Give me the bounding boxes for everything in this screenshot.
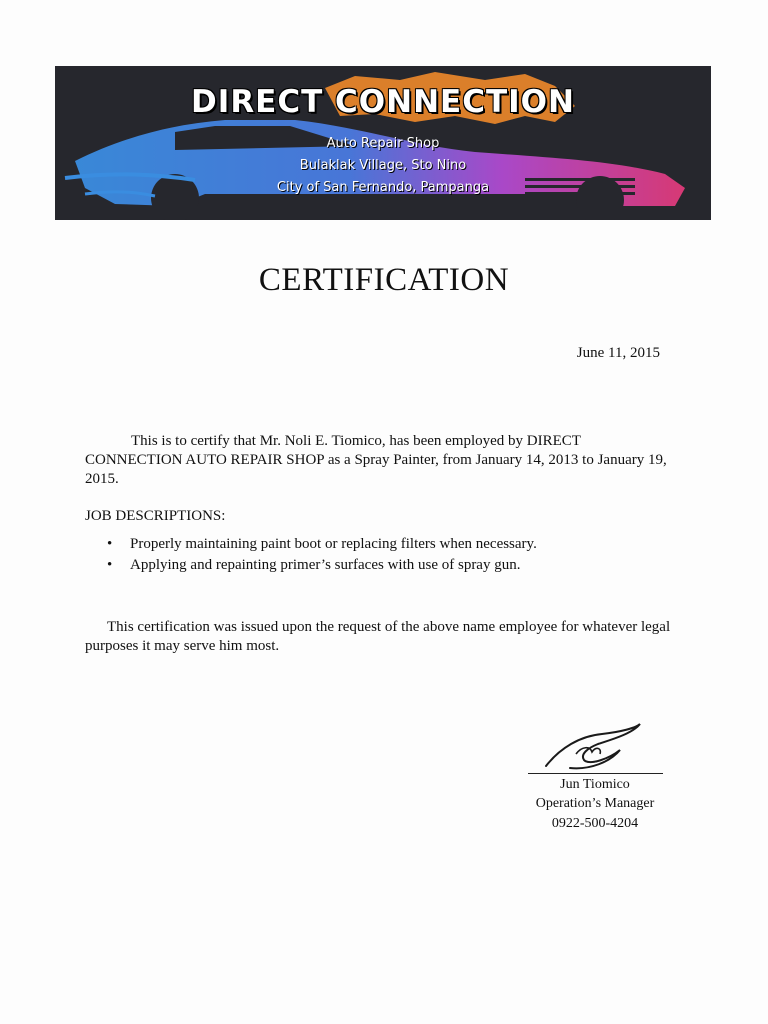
letterhead-banner [55, 66, 711, 220]
bullet-icon: • [107, 536, 113, 552]
signature-line [528, 773, 663, 774]
bullet-icon: • [107, 557, 113, 573]
job-descriptions-list [85, 534, 537, 576]
list-item [85, 534, 537, 555]
purpose-paragraph: This certification was issued upon the request of the above name employee for whatever legal purposes it may serve him most. [85, 619, 671, 654]
job-descriptions-heading: JOB DESCRIPTIONS: [85, 508, 226, 524]
company-name: DIRECT CONNECTION [191, 84, 575, 120]
certification-paragraph: This is to certify that Mr. Noli E. Tiomico, has been employed by DIRECT CONNECTION AUTO REPAIR SHOP as a Spray Painter, from January 14, 2013 to January 19, 2015. [85, 433, 667, 487]
job-item-text: Properly maintaining paint boot or replacing filters when necessary. [130, 536, 537, 552]
company-subtitle: Auto Repair Shop [326, 136, 440, 151]
signatory-phone: 0922-500-4204 [551, 816, 639, 831]
signatory-name: Jun Tiomico [560, 777, 630, 792]
signatory-title: Operation’s Manager [535, 796, 655, 811]
job-item-text: Applying and repainting primer’s surfaces with use of spray gun. [130, 557, 521, 573]
company-address-line2: City of San Fernando, Pampanga [276, 180, 490, 195]
handwritten-signature [540, 718, 650, 773]
document-date: June 11, 2015 [576, 345, 660, 361]
company-address-line1: Bulaklak Village, Sto Nino [299, 158, 467, 173]
document-title: CERTIFICATION [258, 262, 510, 298]
list-item [85, 555, 537, 576]
